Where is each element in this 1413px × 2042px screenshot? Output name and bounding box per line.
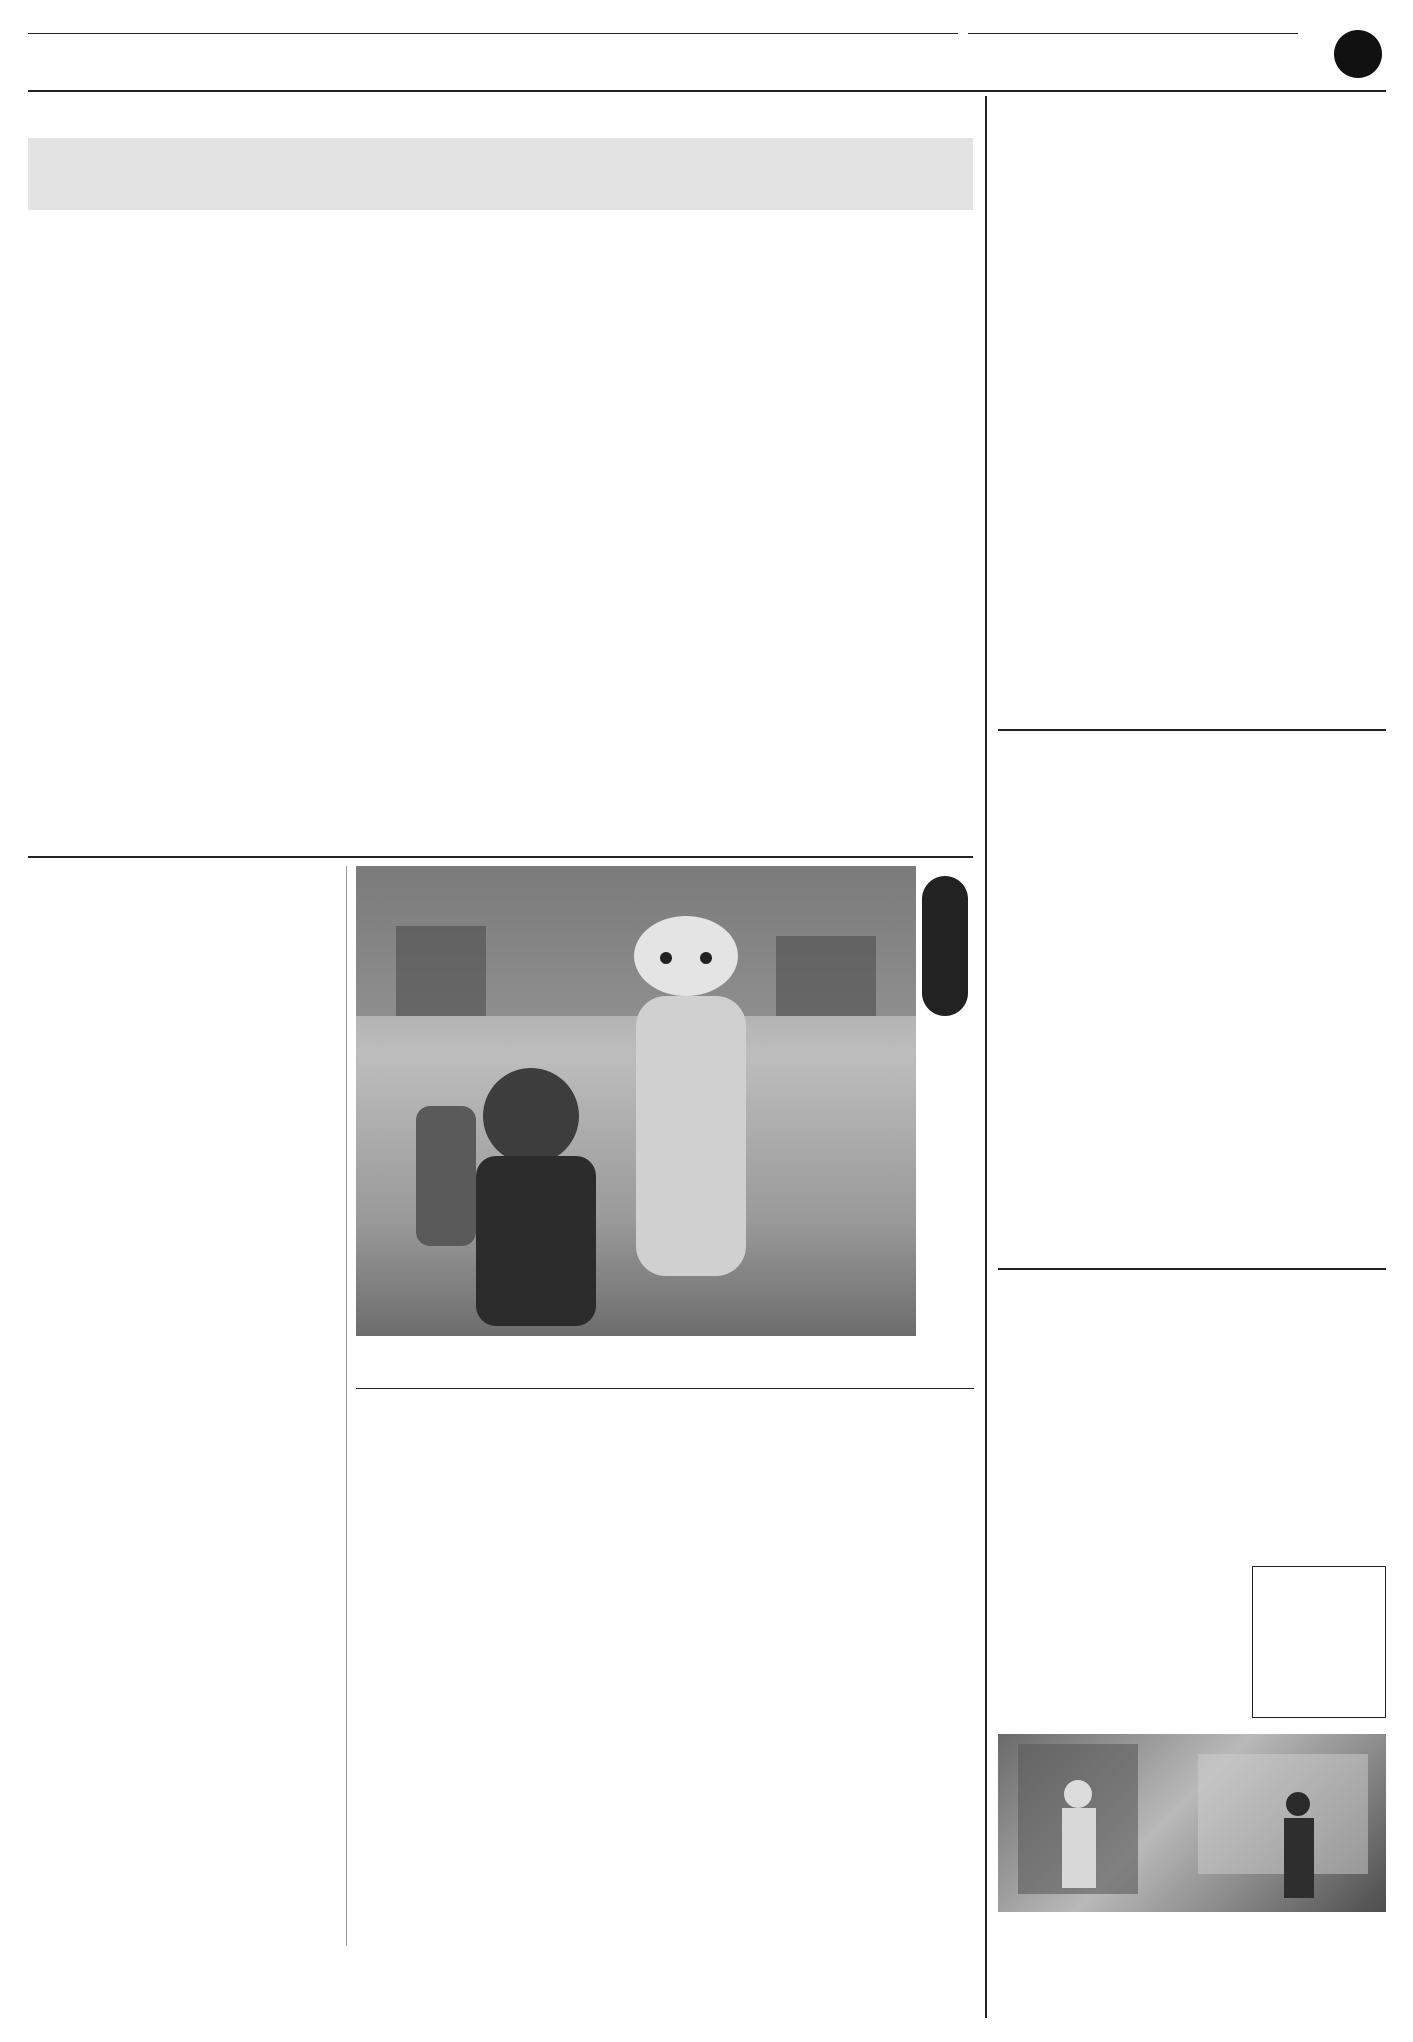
masthead-rule-left — [28, 33, 958, 34]
market-divider — [346, 866, 347, 1946]
lead-headline-band — [28, 138, 973, 210]
right-rule-2 — [998, 1268, 1386, 1270]
sinovac-body-top — [1010, 1374, 1386, 1552]
lead-column-2 — [346, 286, 636, 849]
minor-column-1 — [356, 1462, 656, 1932]
market-body-wide — [50, 1688, 334, 1946]
market-body-narrow — [96, 866, 334, 1686]
sinovac-body-bottom — [1010, 1554, 1246, 1726]
hefei-photo-scene — [356, 866, 916, 1336]
minor-column-2 — [668, 1462, 974, 1932]
iran-body — [1010, 196, 1386, 722]
hefei-title-panel — [916, 866, 974, 1336]
lead-bottom-rule — [28, 856, 973, 858]
photo-bottom-rule — [356, 1388, 974, 1389]
masthead-rule-bottom — [28, 90, 1386, 92]
argentina-body — [1010, 840, 1386, 1264]
page-number-badge — [1334, 30, 1382, 78]
masthead — [28, 18, 1386, 90]
right-rule-1 — [998, 729, 1386, 731]
hefei-title-badge — [922, 876, 968, 1016]
quake-photo-scene — [998, 1734, 1386, 1912]
lead-column-3 — [646, 286, 964, 828]
lead-column-1 — [50, 304, 336, 849]
lost-notice-box — [1252, 1566, 1386, 1718]
quake-photo — [998, 1734, 1386, 1912]
masthead-rule-right — [968, 33, 1298, 34]
hefei-photo — [356, 866, 916, 1336]
right-column-divider — [985, 96, 987, 2018]
quake-caption — [998, 1942, 1386, 2024]
